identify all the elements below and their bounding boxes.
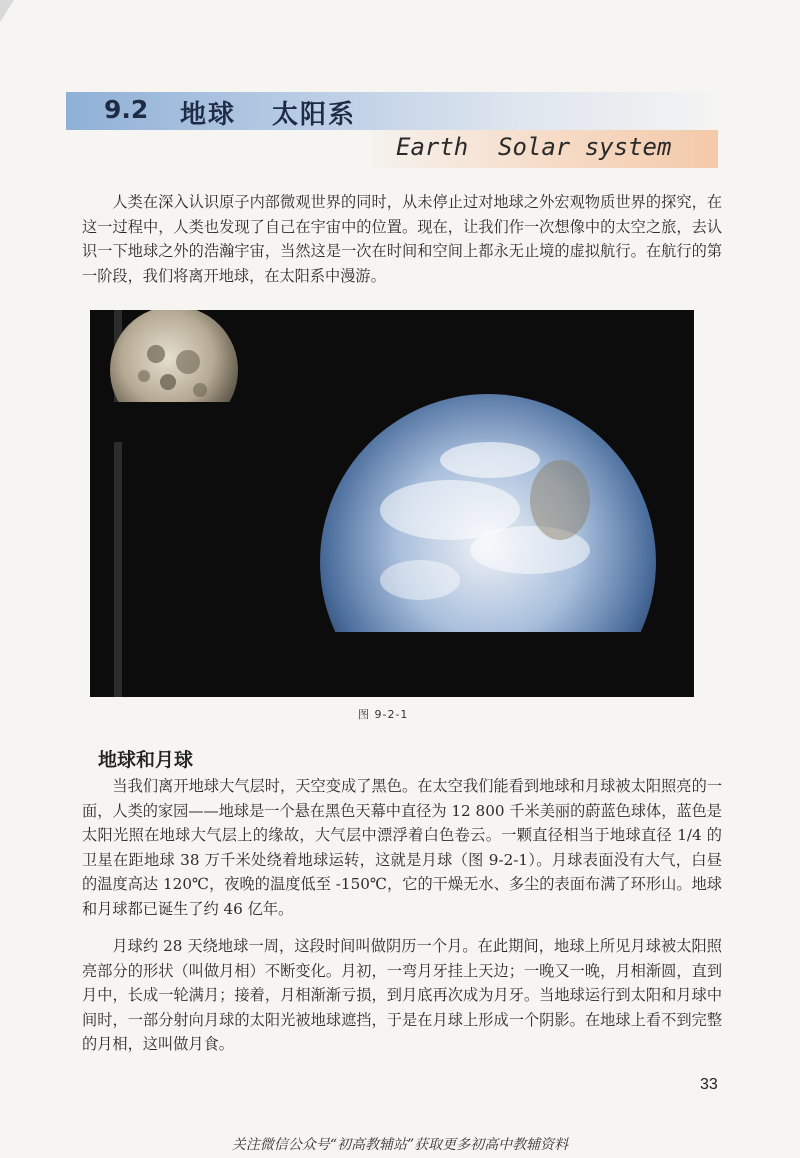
english-title-earth: Earth [396, 133, 469, 161]
page-corner-mark [0, 0, 14, 22]
section-heading: 地球和月球 [98, 749, 194, 771]
body-paragraph-1: 当我们离开地球大气层时，天空变成了黑色。在太空我们能看到地球和月球被太阳照亮的一面，人类的家园——地球是一个悬在黑色天幕中直径为 12 800 千米美丽的蔚蓝色球体，蓝色是太阳光照在地球大气层上的缘故，大气层中漂浮着白色卷云。一颗直径相当于地球直径 1/4 的卫星在距地球 38 万千米处绕着地球运转，这就是月球（图 9-2-1）。月球表面没有大气，白昼的温度高达 120℃，夜晚的温度低至 -150℃，它的干燥无水、多尘的表面布满了环形山。地球和月球都已诞生了约 46 亿年。 [82, 777, 722, 918]
section-title-solar-system: 太阳系 [272, 100, 357, 130]
section-number: 9.2 [104, 95, 149, 124]
figure-caption: 图 9-2-1 [358, 708, 409, 721]
body-paragraph-2: 月球约 28 天绕地球一周，这段时间叫做阴历一个月。在此期间，地球上所见月球被太阳照亮部分的形状（叫做月相）不断变化。月初，一弯月牙挂上天边；一晚又一晚，月相渐圆，直到月中，长成一轮满月；接着，月相渐渐亏损，到月底再次成为月牙。当地球运行到太阳和月球中间时，一部分射向月球的太阳光被地球遮挡，于是在月球上形成一个阴影。在地球上看不到完整的月相，这叫做月食。 [82, 937, 722, 1054]
earth-moon-photo [90, 310, 694, 697]
english-title-solar-system: Solar system [498, 133, 672, 161]
page-number: 33 [700, 1076, 718, 1093]
earth-moon-illustration [90, 310, 694, 697]
section-title-earth: 地球 [180, 100, 237, 130]
footer-note: 关注微信公众号“初高教辅站”获取更多初高中教辅资料 [231, 1137, 569, 1153]
section-title-banner [66, 92, 718, 130]
intro-paragraph: 人类在深入认识原子内部微观世界的同时，从未停止过对地球之外宏观物质世界的探究，在这一过程中，人类也发现了自己在宇宙中的位置。现在，让我们作一次想像中的太空之旅，去认识一下地球之外的浩瀚宇宙，当然这是一次在时间和空间上都永无止境的虚拟航行。在航行的第一阶段，我们将离开地球，在太阳系中漫游。 [82, 193, 722, 285]
